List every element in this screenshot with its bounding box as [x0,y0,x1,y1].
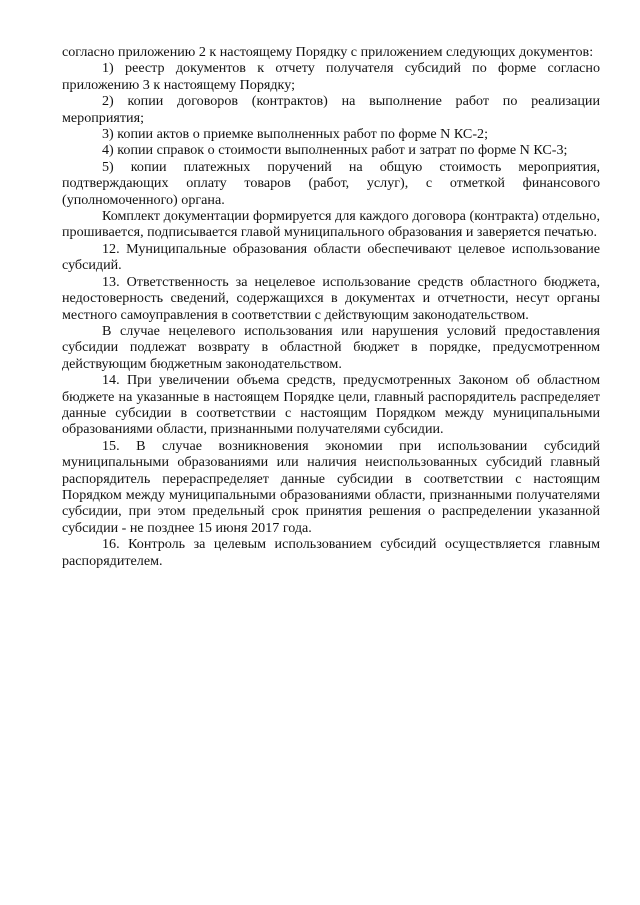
paragraph-item-4: 4) копии справок о стоимости выполненных работ и затрат по форме N КС-3; [102,142,568,159]
paragraph-documentation-set: Комплект документации формируется для каждого договора (контракта) отдельно, прошивается, подписывается главой муниципального образования и заверяется печатью. [62,208,600,241]
paragraph-16: 16. Контроль за целевым использованием субсидий осуществляется главным распорядителем. [62,536,600,569]
paragraph-item-5: 5) копии платежных поручений на общую стоимость мероприятия, подтверждающих оплату товаров (работ, услуг), с отметкой финансового (уполномоченного) органа. [62,158,600,208]
paragraph-item-2: 2) копии договоров (контрактов) на выполнение работ по реализации мероприятия; [62,93,600,126]
paragraph-continuation: согласно приложению 2 к настоящему Порядку с приложением следующих документов: [62,44,594,60]
paragraph-12: 12. Муниципальные образования области обеспечивают целевое использование субсидий. [62,240,600,274]
paragraph-14: 14. При увеличении объема средств, предусмотренных Законом об областном бюджете на указанные в настоящем Порядке цели, главный распорядитель распределяет данные субсидии в соответствии с настоящим Порядком между муниципальными образованиями области, признанными получателями субсидии. [62,372,600,438]
paragraph-item-3: 3) копии актов о приемке выполненных работ по форме N КС-2; [102,126,488,143]
document-body [62,44,600,569]
paragraph-13: 13. Ответственность за нецелевое использование средств областного бюджета, недостоверность сведений, содержащихся в документах и отчетности, несут органы местного самоуправления в соответствии с действующим законодательством. [62,273,600,323]
paragraph-refund: В случае нецелевого использования или нарушения условий предоставления субсидии подлежат возврату в областной бюджет в порядке, предусмотренном действующим бюджетным законодательством. [62,322,600,372]
paragraph-15: 15. В случае возникновения экономии при использовании субсидий муниципальными образованиями или наличия неиспользованных субсидий главный распорядитель перераспределяет данные субсидии в соответствии с настоящим Порядком между муниципальными образованиями области, признанными получателями субсидии, при этом предельный срок принятия решения о распределении указанной субсидии - не позднее 15 июня 2017 года. [62,437,600,536]
paragraph-item-1: 1) реестр документов к отчету получателя субсидий по форме согласно приложению 3 к настоящему Порядку; [62,60,600,93]
